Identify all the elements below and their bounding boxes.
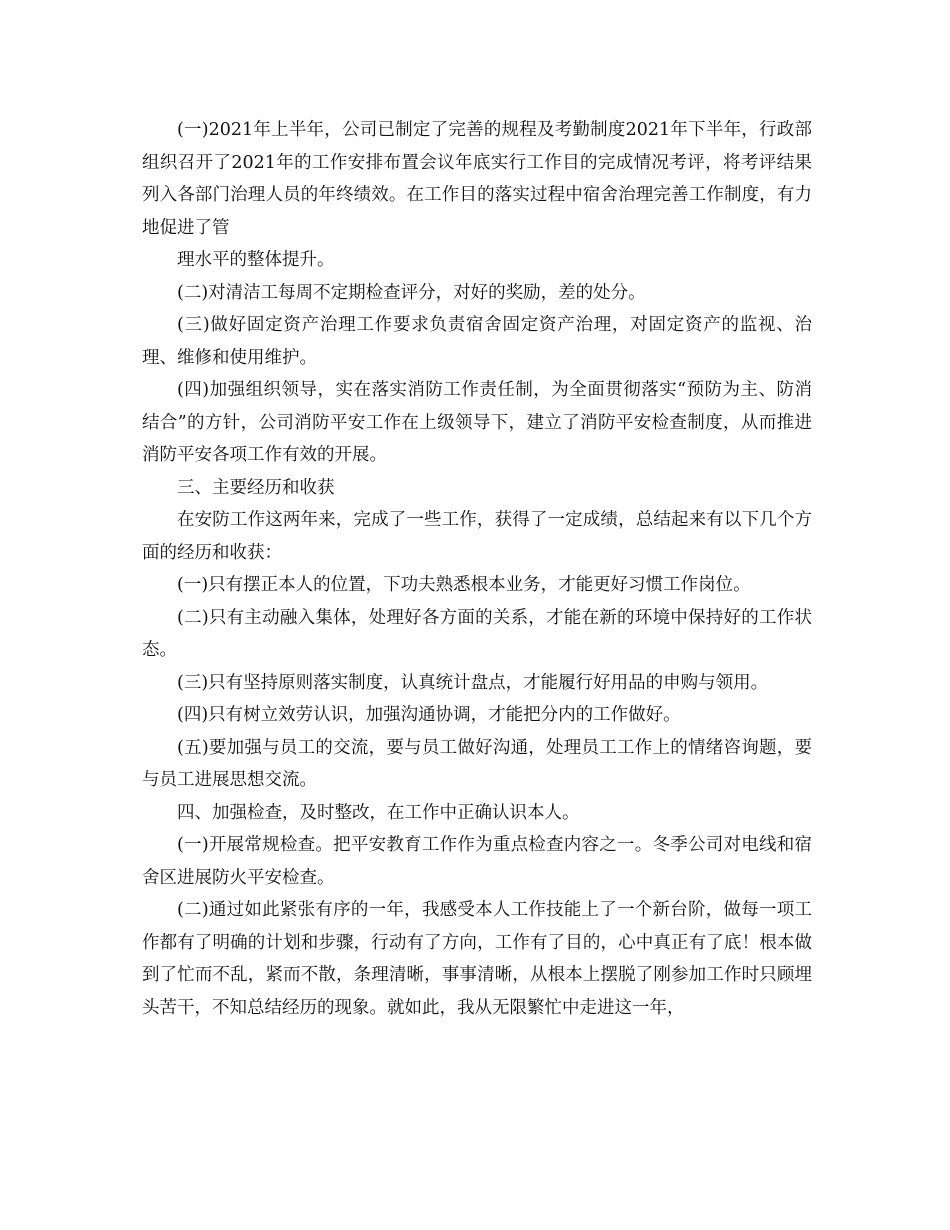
- paragraph: 理水平的整体提升。: [177, 250, 335, 270]
- paragraph: 在安防工作这两年来，完成了一些工作，获得了一定成绩，总结起来有以下几个方面的经历和收获：: [142, 510, 812, 563]
- paragraph: (二)对清洁工每周不定期检查评分，对好的奖励，差的处分。: [177, 282, 646, 303]
- paragraph: (二)通过如此紧张有序的一年，我感受本人工作技能上了一个新台阶，做每一项工作都有了明确的计划和步骤，行动有了方向，工作有了目的，心中真正有了底！根本做到了忙而不乱，紧而不散，条理清晰，事事清晰，从根本上摆脱了刚参加工作时只顾埋头苦干，不知总结经历的现象。就如此，我从无限繁忙中走进这一年，: [142, 900, 812, 1018]
- paragraph: (一)只有摆正本人的位置，下功夫熟悉根本业务，才能更好习惯工作岗位。: [177, 575, 751, 595]
- section-heading: 三、主要经历和收获: [177, 477, 335, 498]
- document-body: [142, 114, 812, 1024]
- paragraph: (三)做好固定资产治理工作要求负责宿舍固定资产治理，对固定资产的监视、治理、维修和使用维护。: [142, 315, 812, 368]
- paragraph: (三)只有坚持原则落实制度，认真统计盘点，才能履行好用品的申购与领用。: [177, 672, 769, 693]
- paragraph: (四)加强组织领导，实在落实消防工作责任制，为全面贯彻落实“预防为主、防消结合”的方针，公司消防平安工作在上级领导下，建立了消防平安检查制度，从而推进消防平安各项工作有效的开展。: [142, 380, 812, 465]
- paragraph: (五)要加强与员工的交流，要与员工做好沟通，处理员工工作上的情绪咨询题，要与员工进展思想交流。: [142, 737, 812, 790]
- paragraph: (四)只有树立效劳认识，加强沟通协调，才能把分内的工作做好。: [177, 705, 681, 725]
- section-heading: 四、加强检查，及时整改，在工作中正确认识本人。: [177, 802, 580, 823]
- paragraph: (二)只有主动融入集体，处理好各方面的关系，才能在新的环境中保持好的工作状态。: [142, 607, 812, 660]
- paragraph: (一)2021年上半年，公司已制定了完善的规程及考勤制度2021年下半年，行政部组织召开了2021年的工作安排布置会议年底实行工作目的完成情况考评，将考评结果列入各部门治理人员的年终绩效。在工作目的落实过程中宿舍治理完善工作制度，有力地促进了管: [142, 120, 812, 238]
- paragraph: (一)开展常规检查。把平安教育工作作为重点检查内容之一。冬季公司对电线和宿舍区进展防火平安检查。: [142, 835, 812, 888]
